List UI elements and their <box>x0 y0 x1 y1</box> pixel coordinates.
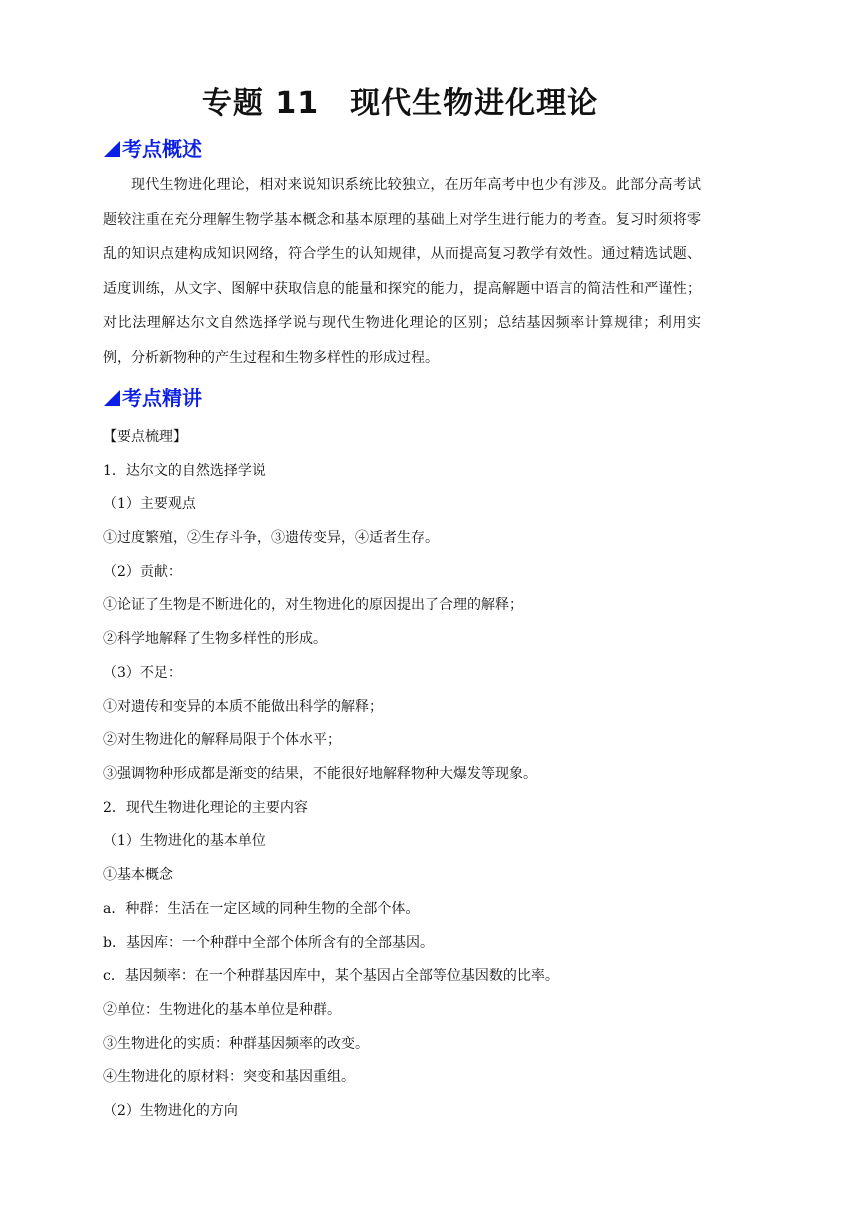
text-line: ③强调物种形成都是渐变的结果，不能很好地解释物种大爆发等现象。 <box>103 766 537 782</box>
text-line: ②单位：生物进化的基本单位是种群。 <box>103 1002 341 1018</box>
text-line: ①对遗传和变异的本质不能做出科学的解释； <box>103 699 383 715</box>
text-line: ①基本概念 <box>103 867 173 883</box>
text-line: ②科学地解释了生物多样性的形成。 <box>103 631 327 647</box>
text-line: （2）贡献： <box>103 564 182 580</box>
text-line: （2）生物进化的方向 <box>103 1103 238 1119</box>
text-line: ①过度繁殖，②生存斗争，③遗传变异，④适者生存。 <box>103 530 439 546</box>
overview-paragraph: 现代生物进化理论，相对来说知识系统比较独立，在历年高考中也少有涉及。此部分高考试题较注重在充分理解生物学基本概念和基本原理的基础上对学生进行能力的考查。复习时须将零乱的知识点建构成知识网络，符合学生的认知规律，从而提高复习教学有效性。通过精选试题、适度训练，从文字、图解中获取信息的能量和探究的能力，提高解题中语言的简洁性和严谨性；对比法理解达尔文自然选择学说与现代生物进化理论的区别；总结基因频率计算规律；利用实例，分析新物种的产生过程和生物多样性的形成过程。 <box>103 177 701 366</box>
text-line: （1）生物进化的基本单位 <box>103 833 266 849</box>
text-line: 1．达尔文的自然选择学说 <box>103 463 266 479</box>
text-line: ①论证了生物是不断进化的，对生物进化的原因提出了合理的解释； <box>103 597 523 613</box>
triangle-marker-icon <box>104 141 120 157</box>
text-line: ④生物进化的原材料：突变和基因重组。 <box>103 1069 355 1085</box>
section-heading-label: 考点概述 <box>122 137 202 161</box>
text-line: ②对生物进化的解释局限于个体水平； <box>103 732 341 748</box>
page-title: 专题 11 现代生物进化理论 <box>201 86 599 121</box>
section-heading-overview <box>104 133 202 162</box>
section-heading-label: 考点精讲 <box>122 386 202 410</box>
text-line: a．种群：生活在一定区域的同种生物的全部个体。 <box>103 901 420 917</box>
text-line: 【要点梳理】 <box>103 429 187 445</box>
text-line: ③生物进化的实质：种群基因频率的改变。 <box>103 1036 369 1052</box>
triangle-marker-icon <box>104 390 120 406</box>
text-line: （3）不足： <box>103 665 182 681</box>
text-line: b．基因库：一个种群中全部个体所含有的全部基因。 <box>103 935 434 951</box>
text-line: 2．现代生物进化理论的主要内容 <box>103 800 308 816</box>
text-line: c．基因频率：在一个种群基因库中，某个基因占全部等位基因数的比率。 <box>103 968 559 984</box>
section-heading-explanation <box>104 382 202 411</box>
text-line: （1）主要观点 <box>103 496 196 512</box>
